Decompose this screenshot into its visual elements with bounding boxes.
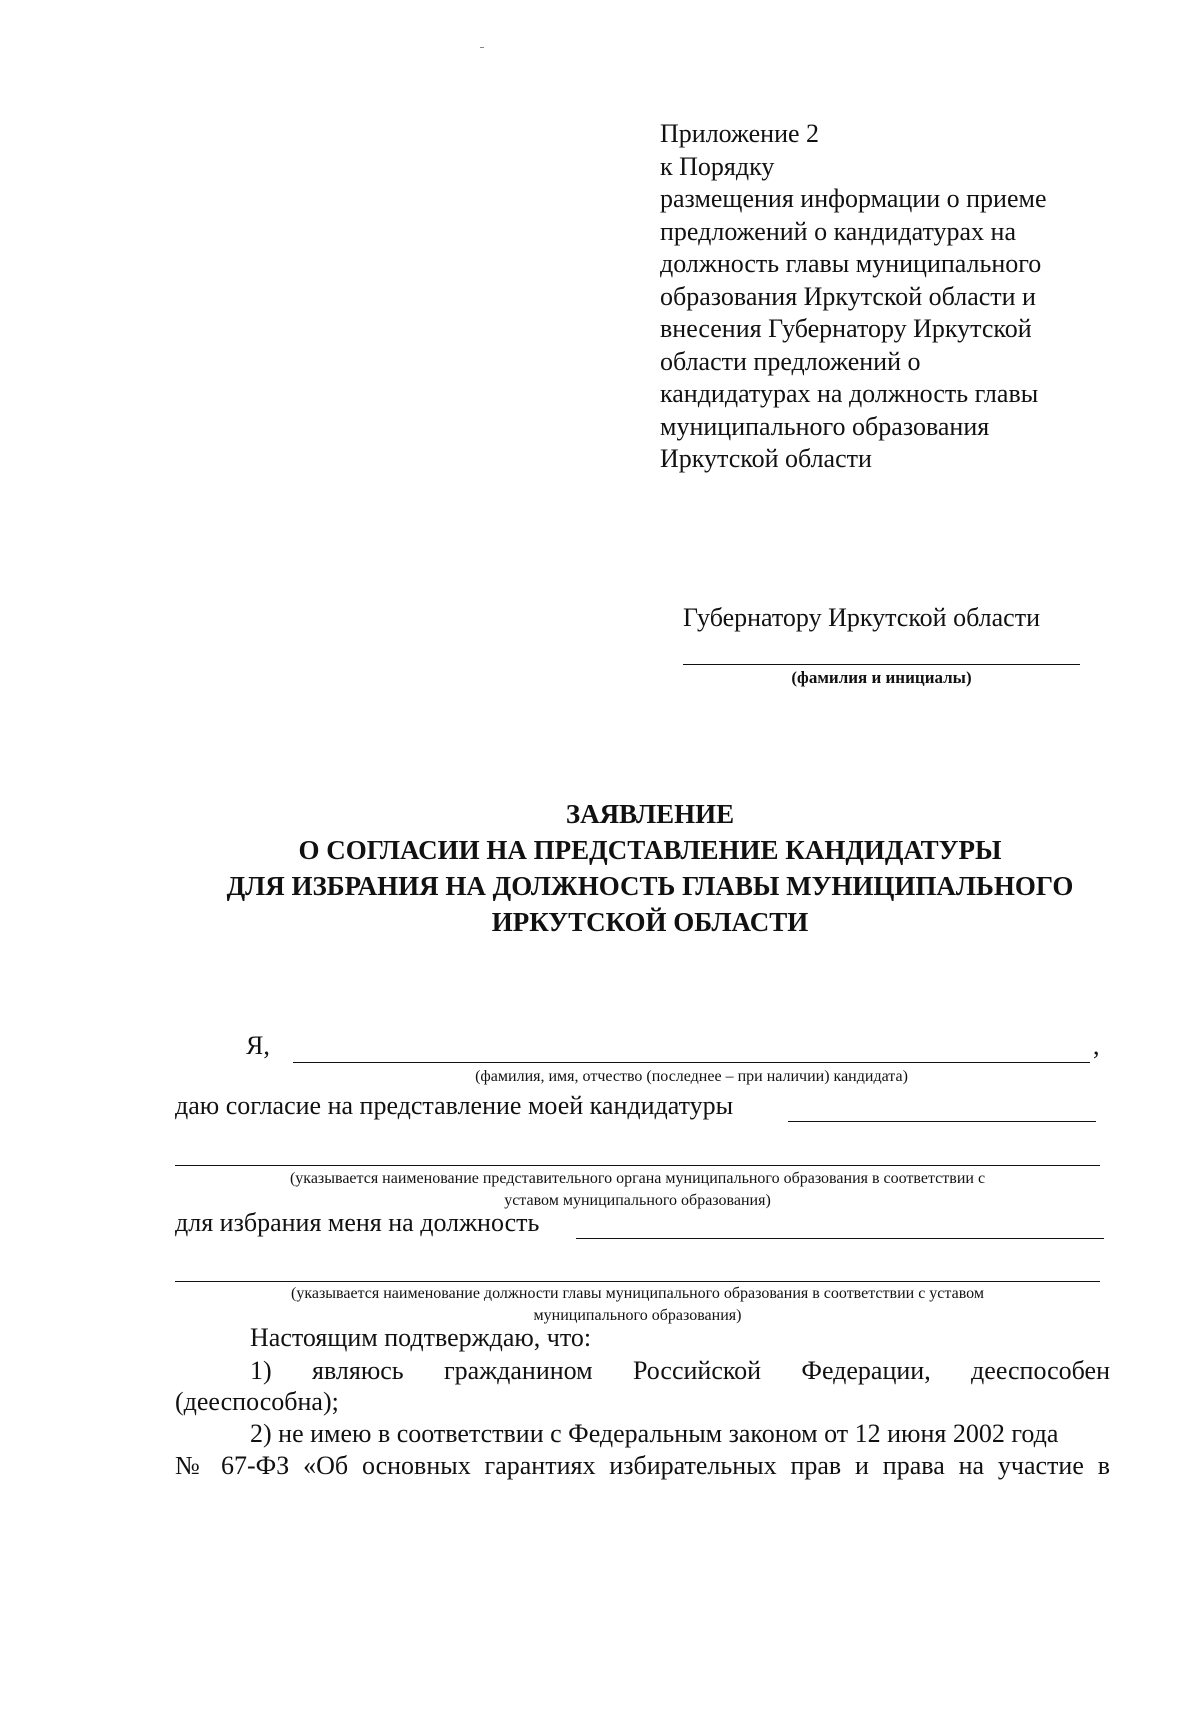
position-caption: [175, 1283, 1100, 1327]
item-2-line-1: 2) не имею в соответствии с Федеральным законом от 12 июня 2002 года: [250, 1419, 1059, 1448]
appendix-line: к Порядку: [660, 151, 775, 181]
appendix-line: муниципального образования: [660, 411, 990, 441]
addressee-caption: (фамилия и инициалы): [791, 668, 972, 687]
i-label: Я,: [246, 1031, 270, 1060]
item-1-continuation: (дееспособна);: [175, 1387, 339, 1416]
candidate-name-caption: (фамилия, имя, отчество (последнее – при наличии) кандидата): [475, 1068, 908, 1085]
word: гражданином: [443, 1356, 593, 1385]
title-line: ДЛЯ ИЗБРАНИЯ НА ДОЛЖНОСТЬ ГЛАВЫ МУНИЦИПАЛЬНОГО: [226, 871, 1074, 901]
appendix-line: размещения информации о приеме: [660, 184, 1047, 213]
organ-caption-line: уставом муниципального образования): [504, 1192, 771, 1209]
document-title: [100, 796, 1200, 940]
organ-caption: [175, 1168, 1100, 1212]
word: Российской: [632, 1356, 762, 1385]
consent-label: даю согласие на представление моей кандидатуры: [175, 1091, 734, 1120]
title-line: О СОГЛАСИИ НА ПРЕДСТАВЛЕНИЕ КАНДИДАТУРЫ: [298, 835, 1002, 865]
appendix-line: внесения Губернатору Иркутской: [660, 314, 1032, 343]
position-field[interactable]: [576, 1238, 1104, 1239]
appendix-line: кандидатурах на должность главы: [660, 379, 1039, 408]
item-2-line-2: № 67-ФЗ «Об основных гарантиях избирательных прав и права на участие в: [175, 1451, 1110, 1480]
organ-caption-line: (указывается наименование представительного органа муниципального образования в соответствии с: [289, 1170, 986, 1187]
addressee-text: Губернатору Иркутской области: [683, 603, 1040, 632]
position-name-field[interactable]: [175, 1281, 1100, 1282]
appendix-line: образования Иркутской области и: [660, 281, 1036, 311]
consent-organ-field[interactable]: [788, 1121, 1096, 1122]
appendix-block: [660, 118, 1130, 476]
title-line: ИРКУТСКОЙ ОБЛАСТИ: [491, 907, 809, 937]
organ-name-field[interactable]: [175, 1165, 1100, 1166]
position-label: для избрания меня на должность: [175, 1208, 540, 1237]
word: дееспособен: [971, 1356, 1110, 1385]
scan-speck: [480, 47, 484, 48]
appendix-line: Приложение 2: [660, 119, 820, 148]
word: 1): [250, 1356, 272, 1385]
word: являюсь: [312, 1356, 404, 1385]
position-caption-line: (указывается наименование должности главы муниципального образования в соответствии с уставом: [291, 1285, 984, 1302]
position-caption-line: муниципального образования): [533, 1307, 742, 1324]
appendix-line: должность главы муниципального: [660, 249, 1042, 278]
title-line: ЗАЯВЛЕНИЕ: [565, 799, 735, 829]
appendix-line: области предложений о: [660, 346, 921, 376]
addressee-name-field[interactable]: [683, 664, 1080, 665]
appendix-line: предложений о кандидатурах на: [660, 216, 1017, 246]
item-1-line: [250, 1355, 1110, 1386]
candidate-name-field[interactable]: [293, 1062, 1090, 1063]
word: Федерации,: [801, 1356, 931, 1385]
intro-paragraph: Настоящим подтверждаю, что:: [250, 1323, 592, 1352]
appendix-line: Иркутской области: [660, 444, 872, 473]
i-comma: ,: [1093, 1031, 1100, 1060]
